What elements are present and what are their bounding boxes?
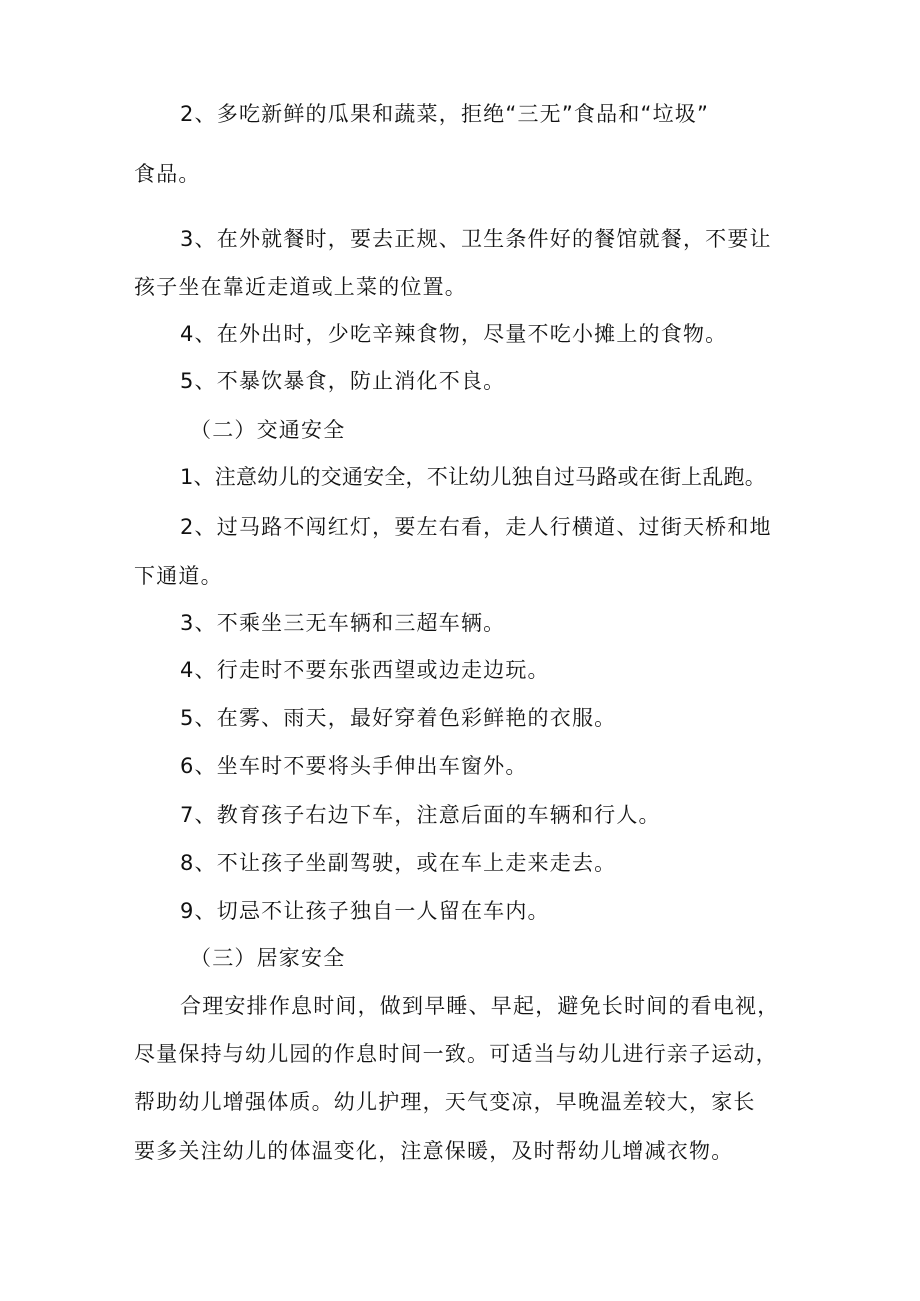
food-item-3-line-2: 孩子坐在靠近走道或上菜的位置。 (134, 275, 467, 299)
home-safety-para-line-2: 尽量保持与幼儿园的作息时间一致。可适当与幼儿进行亲子运动， (134, 1042, 778, 1066)
traffic-item-5: 5、在雾、雨天，最好穿着色彩鲜艳的衣服。 (180, 706, 617, 730)
home-safety-para-line-3: 帮助幼儿增强体质。幼儿护理，天气变凉，早晚温差较大，家长 (134, 1090, 756, 1114)
home-safety-para-line-1: 合理安排作息时间，做到早睡、早起，避免长时间的看电视， (180, 994, 780, 1018)
traffic-safety-heading: （二）交通安全 (190, 418, 346, 442)
traffic-item-9: 9、切忌不让孩子独自一人留在车内。 (180, 899, 550, 923)
food-item-5: 5、不暴饮暴食，防止消化不良。 (180, 369, 506, 393)
home-safety-heading: （三）居家安全 (190, 946, 346, 970)
traffic-item-8: 8、不让孩子坐副驾驶，或在车上走来走去。 (180, 851, 617, 875)
traffic-item-1: 1、注意幼儿的交通安全，不让幼儿独自过马路或在街上乱跑。 (180, 465, 766, 489)
traffic-item-7: 7、教育孩子右边下车，注意后面的车辆和行人。 (180, 803, 661, 827)
traffic-item-2-line-1: 2、过马路不闯红灯，要左右看，走人行横道、过街天桥和地 (180, 515, 772, 539)
food-item-2-line-1: 2、多吃新鲜的瓜果和蔬菜，拒绝“三无”食品和“垃圾” (180, 102, 710, 126)
traffic-item-3: 3、不乘坐三无车辆和三超车辆。 (180, 611, 506, 635)
home-safety-para-line-4: 要多关注幼儿的体温变化，注意保暖，及时帮幼儿增减衣物。 (134, 1139, 734, 1163)
food-item-3-line-1: 3、在外就餐时，要去正规、卫生条件好的餐馆就餐，不要让 (180, 227, 772, 251)
food-item-4: 4、在外出时，少吃辛辣食物，尽量不吃小摊上的食物。 (180, 322, 728, 346)
traffic-item-4: 4、行走时不要东张西望或边走边玩。 (180, 658, 550, 682)
traffic-item-2-line-2: 下通道。 (134, 564, 223, 588)
food-item-2-line-2: 食品。 (134, 162, 201, 186)
traffic-item-6: 6、坐车时不要将头手伸出车窗外。 (180, 754, 528, 778)
